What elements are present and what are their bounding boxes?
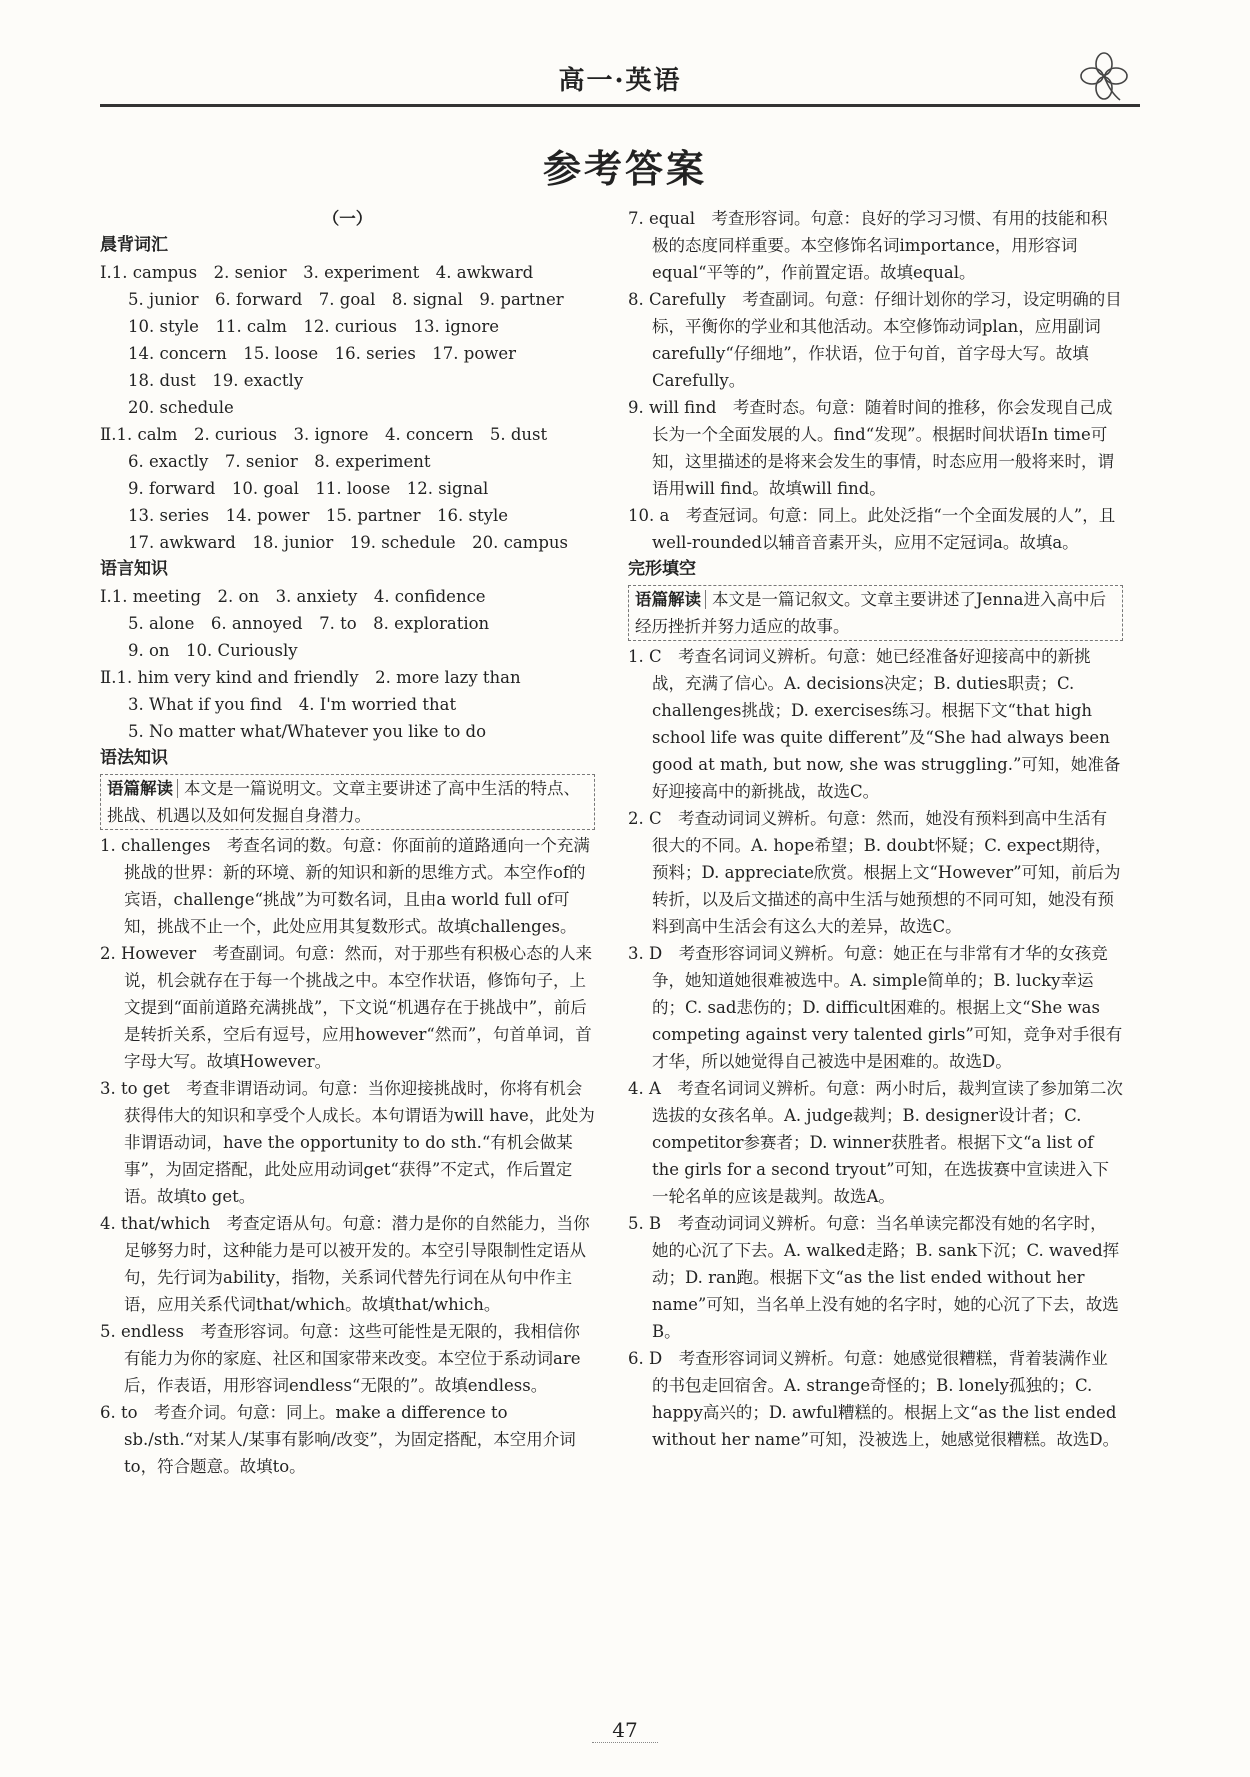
vocab-line: 5. junior 6. forward 7. goal 8. signal 9. partner bbox=[128, 290, 564, 309]
answer-item: 5. endless 考查形容词。句意：这些可能性是无限的，我相信你有能力为你的家庭、社区和国家带来改变。本空位于系动词are后，作表语，用形容词endless“无限的”。故填endless。 bbox=[100, 1322, 581, 1395]
passage-tag: 语篇解读 bbox=[635, 590, 706, 609]
page-header bbox=[100, 44, 1140, 107]
passage-summary bbox=[628, 585, 1123, 641]
clover-icon bbox=[1076, 48, 1132, 104]
answer-item: 10. a 考查冠词。句意：同上。此处泛指“一个全面发展的人”，且well-rounded以辅音音素开头，应用不定冠词a。故填a。 bbox=[628, 506, 1116, 552]
passage-text: 本文是一篇记叙文。文章主要讲述了Jenna进入高中后经历挫折并努力适应的故事。 bbox=[635, 590, 1106, 636]
answer-item: 3. to get 考查非谓语动词。句意：当你迎接挑战时，你将有机会获得伟大的知识和享受个人成长。本句谓语为will have，此处为非谓语动词，have the opportunity to do sth.“有机会做某事”，为固定搭配，此处应用动词get“获得”不定式，作后置定语。故填to get。 bbox=[100, 1079, 595, 1206]
vocab-line: 10. style 11. calm 12. curious 13. ignore bbox=[128, 317, 500, 336]
unit-heading: （一） bbox=[322, 209, 373, 228]
page-title: 参考答案 bbox=[542, 146, 707, 191]
vocab-line: 6. exactly 7. senior 8. experiment bbox=[128, 452, 431, 471]
language-line: 5. No matter what/Whatever you like to do bbox=[128, 722, 487, 741]
language-part1 bbox=[100, 583, 595, 664]
answer-item: 3. D 考查形容词词义辨析。句意：她正在与非常有才华的女孩竞争，她知道她很难被选中。A. simple简单的；B. lucky幸运的；C. sad悲伤的；D. difficult困难的。根据上文“She was competing against very talented girls”可知，竞争对手很有才华，所以她觉得自己被选中是困难的。故选D。 bbox=[628, 944, 1123, 1071]
passage-text: 本文是一篇说明文。文章主要讲述了高中生活的特点、挑战、机遇以及如何发掘自身潜力。 bbox=[107, 779, 580, 825]
answer-item: 5. B 考查动词词义辨析。句意：当名单读完都没有她的名字时，她的心沉了下去。A. walked走路；B. sank下沉；C. waved挥动；D. ran跑。根据下文“as the list ended without her name”可知，当名单上没有她的名字时，她的心沉了下去，故选B。 bbox=[628, 1214, 1120, 1341]
vocab-line: 20. schedule bbox=[128, 398, 234, 417]
language-line: Ⅰ.1. meeting 2. on 3. anxiety 4. confidence bbox=[100, 587, 486, 606]
language-line: 5. alone 6. annoyed 7. to 8. exploration bbox=[128, 614, 490, 633]
answer-item: 1. C 考查名词词义辨析。句意：她已经准备好迎接高中的新挑战，充满了信心。A. decisions决定；B. duties职责；C. challenges挑战；D. exercises练习。根据下文“that high school life was quite different”及“She had always been good at math, but now, she was struggling.”可知，她准备好迎接高中的新挑战，故选C。 bbox=[628, 647, 1121, 801]
answer-item: 2. However 考查副词。句意：然而，对于那些有积极心态的人来说，机会就存在于每一个挑战之中。本空作状语，修饰句子，上文提到“面前道路充满挑战”，下文说“机遇存在于挑战中”，前后是转折关系，空后有逗号，应用however“然而”，句首单词，首字母大写。故填However。 bbox=[100, 944, 593, 1071]
vocab-line: Ⅰ.1. campus 2. senior 3. experiment 4. awkward bbox=[100, 263, 534, 282]
right-column bbox=[628, 205, 1123, 1453]
passage-tag: 语篇解读 bbox=[107, 779, 178, 798]
vocab-line: 13. series 14. power 15. partner 16. style bbox=[128, 506, 508, 525]
answer-item: 4. that/which 考查定语从句。句意：潜力是你的自然能力，当你足够努力时，这种能力是可以被开发的。本空引导限制性定语从句，先行词为ability，指物，关系词代替先行词在从句中作主语，应用关系代词that/which。故填that/which。 bbox=[100, 1214, 590, 1314]
header-title: 高一·英语 bbox=[558, 66, 682, 96]
answer-item: 4. A 考查名词词义辨析。句意：两小时后，裁判宣读了参加第二次选拔的女孩名单。A. judge裁判；B. designer设计者；C. competitor参赛者；D. winner获胜者。根据下文“a list of the girls for a second tryout”可知，在选拔赛中宣读进入下一轮名单的应该是裁判。故选A。 bbox=[628, 1079, 1123, 1206]
section-title-cloze: 完形填空 bbox=[628, 559, 696, 579]
vocab-line: Ⅱ.1. calm 2. curious 3. ignore 4. concern 5. dust bbox=[100, 425, 548, 444]
language-line: 9. on 10. Curiously bbox=[128, 641, 298, 660]
section-title-grammar: 语法知识 bbox=[100, 748, 168, 768]
answer-item: 2. C 考查动词词义辨析。句意：然而，她没有预料到高中生活有很大的不同。A. hope希望；B. doubt怀疑；C. expect期待，预料；D. appreciate欣赏。根据上文“However”可知，前后为转折，以及后文描述的高中生活与她预想的不同可知，她没有预料到高中生活会有这么大的差异，故选C。 bbox=[628, 809, 1121, 936]
language-line: 3. What if you find 4. I'm worried that bbox=[128, 695, 457, 714]
left-column bbox=[100, 205, 595, 1480]
answer-item: 9. will find 考查时态。句意：随着时间的推移，你会发现自己成长为一个全面发展的人。find“发现”。根据时间状语In time可知，这里描述的是将来会发生的事情，时态应用一般将来时，谓语用will find。故填will find。 bbox=[628, 398, 1114, 498]
language-line: Ⅱ.1. him very kind and friendly 2. more lazy than bbox=[100, 668, 521, 687]
vocab-part1 bbox=[100, 259, 595, 421]
answer-item: 8. Carefully 考查副词。句意：仔细计划你的学习，设定明确的目标，平衡你的学业和其他活动。本空修饰动词plan，应用副词carefully“仔细地”，作状语，位于句首，首字母大写。故填Carefully。 bbox=[628, 290, 1122, 390]
vocab-line: 14. concern 15. loose 16. series 17. power bbox=[128, 344, 517, 363]
section-title-language: 语言知识 bbox=[100, 559, 168, 579]
vocab-line: 17. awkward 18. junior 19. schedule 20. campus bbox=[128, 533, 568, 552]
answer-item: 6. to 考查介词。句意：同上。make a difference to sb./sth.“对某人/某事有影响/改变”，为固定搭配，本空用介词to，符合题意。故填to。 bbox=[100, 1403, 576, 1476]
page-number bbox=[0, 1718, 1250, 1743]
answer-item: 7. equal 考查形容词。句意：良好的学习习惯、有用的技能和积极的态度同样重要。本空修饰名词importance，用形容词equal“平等的”，作前置定语。故填equal。 bbox=[628, 209, 1108, 282]
answer-item: 1. challenges 考查名词的数。句意：你面前的道路通向一个充满挑战的世界：新的环境、新的知识和新的思维方式。本空作of的宾语，challenge“挑战”为可数名词，且由a world full of可知，挑战不止一个，此处应用其复数形式。故填challenges。 bbox=[100, 836, 590, 936]
vocab-line: 18. dust 19. exactly bbox=[128, 371, 304, 390]
vocab-part2 bbox=[100, 421, 595, 556]
language-part2 bbox=[100, 664, 595, 745]
section-title-vocab: 晨背词汇 bbox=[100, 235, 168, 255]
answer-item: 6. D 考查形容词词义辨析。句意：她感觉很糟糕，背着装满作业的书包走回宿舍。A. strange奇怪的；B. lonely孤独的；C. happy高兴的；D. awful糟糕的。根据上文“as the list ended without her name”可知，没被选上，她感觉很糟糕。故选D。 bbox=[628, 1349, 1120, 1449]
passage-summary bbox=[100, 774, 595, 830]
vocab-line: 9. forward 10. goal 11. loose 12. signal bbox=[128, 479, 489, 498]
page-number-text: 47 bbox=[592, 1718, 657, 1743]
